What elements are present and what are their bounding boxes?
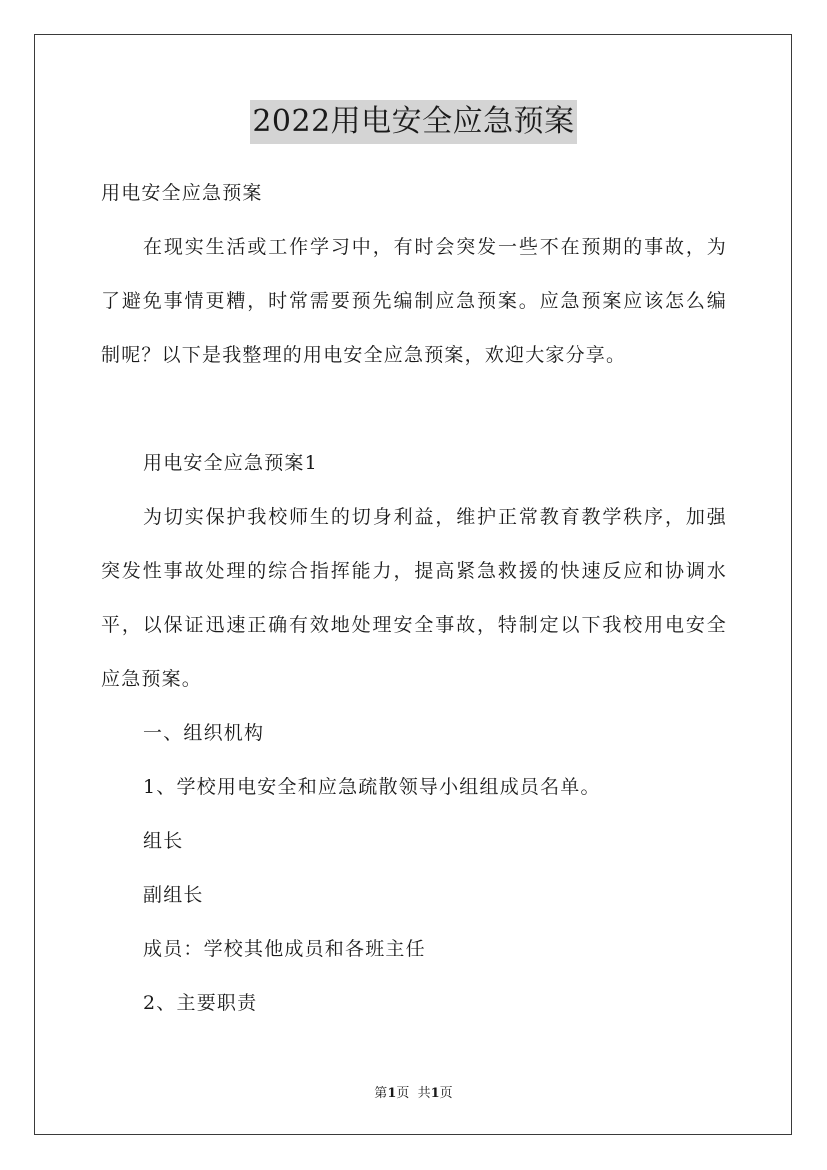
list-item-deputy: 副组长 bbox=[143, 884, 204, 906]
footer-page-current: 1 bbox=[387, 1086, 397, 1101]
list-item-duties: 2、主要职责 bbox=[143, 992, 258, 1014]
page-footer bbox=[0, 1082, 827, 1101]
footer-page-total: 1 bbox=[430, 1086, 440, 1101]
document-subtitle: 用电安全应急预案 bbox=[101, 182, 263, 204]
footer-page-prefix: 第 bbox=[374, 1086, 388, 1101]
list-item-members: 1、学校用电安全和应急疏散领导小组组成员名单。 bbox=[143, 776, 601, 798]
document-title-wrapper bbox=[0, 100, 827, 144]
footer-page-suffix: 页 bbox=[439, 1086, 453, 1101]
list-item-staff: 成员：学校其他成员和各班主任 bbox=[143, 938, 426, 960]
section-paragraph: 为切实保护我校师生的切身利益，维护正常教育教学秩序，加强突发性事故处理的综合指挥能力，提高紧急救援的快速反应和协调水平，以保证迅速正确有效地处理安全事故，特制定以下我校用电安全应急预案。 bbox=[101, 506, 727, 690]
list-item-org: 一、组织机构 bbox=[143, 722, 265, 744]
list-item-leader: 组长 bbox=[143, 830, 184, 852]
section-heading: 用电安全应急预案1 bbox=[143, 452, 318, 474]
footer-page-mid: 页 共 bbox=[396, 1086, 431, 1101]
document-title: 2022用电安全应急预案 bbox=[250, 100, 576, 144]
intro-paragraph: 在现实生活或工作学习中，有时会突发一些不在预期的事故，为了避免事情更糟，时常需要预先编制应急预案。应急预案应该怎么编制呢？以下是我整理的用电安全应急预案，欢迎大家分享。 bbox=[101, 236, 727, 366]
